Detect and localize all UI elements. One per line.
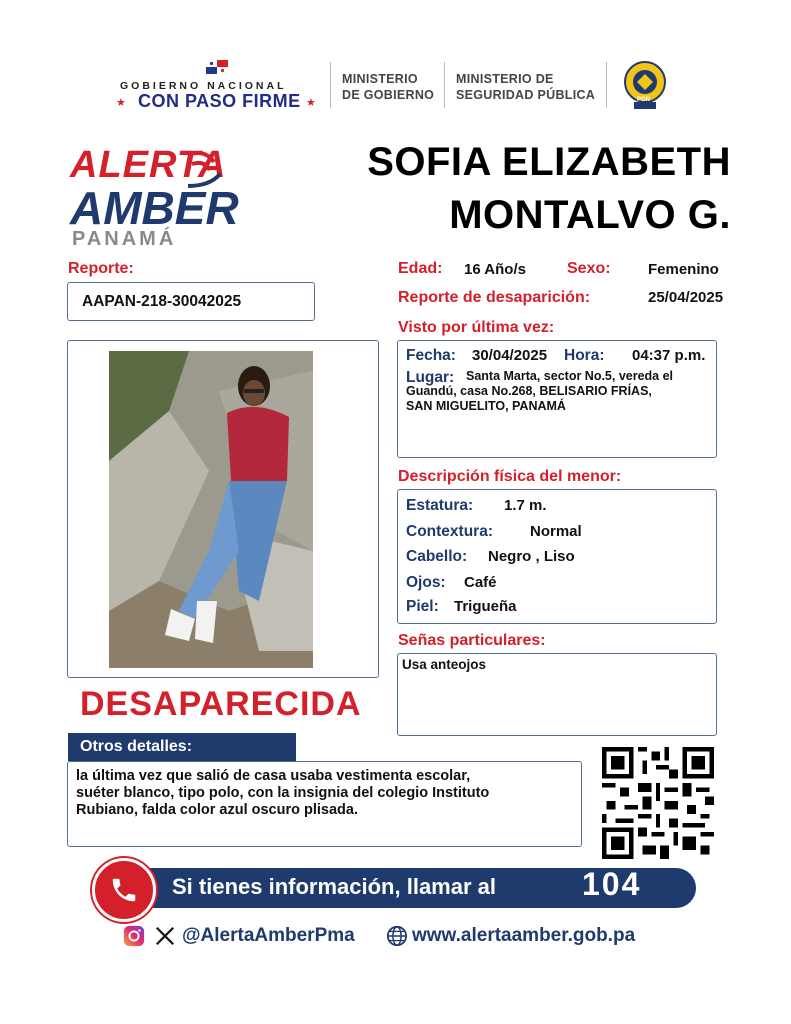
- star-icon: ★: [306, 97, 316, 109]
- phone-icon: [109, 875, 139, 905]
- other-details-line: la última vez que salió de casa usaba vestimenta escolar,: [76, 768, 471, 784]
- hair-label: Cabello:: [406, 548, 468, 565]
- ministry-seguridad: [456, 71, 595, 103]
- disappearance-report-date: 25/04/2025: [648, 289, 724, 306]
- last-seen-box: [397, 340, 717, 458]
- person-name-line1: SOFIA ELIZABETH: [367, 140, 731, 184]
- place-line: Guandú, casa No.268, BELISARIO FRÍAS,: [406, 384, 652, 398]
- disappearance-report-label: Reporte de desaparición:: [398, 289, 591, 306]
- social-handle[interactable]: @AlertaAmberPma: [182, 925, 355, 946]
- ministry-gobierno-line2: DE GOBIERNO: [342, 88, 435, 102]
- other-details-header: Otros detalles:: [68, 733, 296, 761]
- missing-person-photo: [109, 351, 313, 668]
- ministry-gobierno-line1: MINISTERIO: [342, 72, 418, 86]
- distinguishing-marks-value: Usa anteojos: [402, 657, 487, 672]
- report-label: Reporte:: [68, 260, 134, 277]
- build-label: Contextura:: [406, 523, 493, 540]
- place-value-cont: [406, 384, 652, 414]
- globe-icon: [386, 925, 408, 947]
- eyes-label: Ojos:: [406, 574, 446, 591]
- other-details-box: [67, 761, 582, 847]
- alerta-logo-text: ALERTA: [70, 144, 227, 186]
- instagram-icon[interactable]: [123, 925, 145, 947]
- report-code: AAPAN-218-30042025: [82, 293, 242, 310]
- call-number[interactable]: 104: [582, 866, 642, 902]
- gov-slogan: CON PASO FIRME: [138, 91, 301, 111]
- panama-logo-text: PANAMÁ: [72, 228, 177, 250]
- place-line: Santa Marta, sector No.5, vereda el: [466, 369, 674, 383]
- description-label: Descripción física del menor:: [398, 468, 622, 485]
- height-label: Estatura:: [406, 497, 474, 514]
- report-code-box: [67, 282, 315, 321]
- place-line: SAN MIGUELITO, PANAMÁ: [406, 399, 566, 413]
- ministry-seguridad-line2: SEGURIDAD PÚBLICA: [456, 88, 596, 102]
- sex-value: Femenino: [648, 261, 719, 278]
- other-details-text: [76, 768, 489, 819]
- distinguishing-marks-box: [397, 653, 717, 736]
- person-name-line2: MONTALVO G.: [449, 193, 731, 237]
- build-value: Normal: [530, 523, 582, 540]
- sex-label: Sexo:: [567, 260, 611, 277]
- qr-code[interactable]: [602, 747, 714, 859]
- star-icon: ★: [116, 97, 126, 109]
- skin-label: Piel:: [406, 598, 439, 615]
- divider: [606, 62, 607, 108]
- skin-value: Trigueña: [454, 598, 517, 615]
- height-value: 1.7 m.: [504, 497, 547, 514]
- ministry-gobierno: [342, 71, 434, 103]
- call-text: Si tienes información, llamar al: [172, 874, 496, 899]
- divider: [444, 62, 445, 108]
- website-link[interactable]: www.alertaamber.gob.pa: [412, 925, 636, 946]
- hair-value: Negro , Liso: [488, 548, 575, 565]
- gov-title: GOBIERNO NACIONAL: [120, 80, 287, 92]
- phone-button[interactable]: [92, 858, 156, 922]
- eyes-value: Café: [464, 574, 497, 591]
- ministry-seguridad-line1: MINISTERIO DE: [456, 72, 554, 86]
- divider: [330, 62, 331, 108]
- age-value: 16 Año/s: [464, 261, 526, 278]
- place-label: Lugar:: [406, 369, 455, 386]
- distinguishing-marks-label: Señas particulares:: [398, 632, 546, 649]
- date-label: Fecha:: [406, 347, 456, 364]
- seal-text: PGN: [637, 97, 651, 103]
- age-label: Edad:: [398, 260, 443, 277]
- amber-logo-text: AMBER: [70, 182, 239, 234]
- other-details-line: suéter blanco, tipo polo, con la insignia del colegio Instituto: [76, 785, 490, 801]
- place-value: [466, 369, 673, 384]
- time-value: 04:37 p.m.: [632, 347, 706, 364]
- description-box: [397, 489, 717, 624]
- time-label: Hora:: [564, 347, 605, 364]
- panama-flag-icon: [206, 60, 228, 74]
- other-details-line: Rubiano, falda color azul oscuro plisada.: [76, 802, 358, 818]
- date-value: 30/04/2025: [472, 347, 548, 364]
- last-seen-label: Visto por última vez:: [398, 319, 555, 336]
- status-missing: DESAPARECIDA: [80, 685, 362, 723]
- x-icon[interactable]: [154, 925, 176, 947]
